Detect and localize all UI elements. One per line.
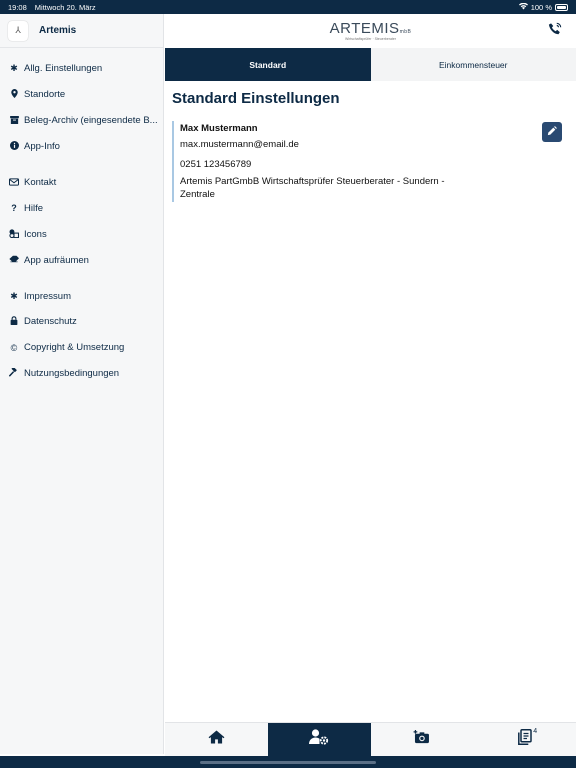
contact-card <box>172 121 567 202</box>
contact-name: Max Mustermann <box>180 123 258 134</box>
sidebar-item-label: App-Info <box>24 141 60 153</box>
status-time: 19:08 <box>8 2 27 12</box>
sidebar <box>0 14 164 754</box>
sidebar-item-label: Beleg-Archiv (eingesendete B... <box>24 115 158 127</box>
contact-phone: 0251 123456789 <box>180 159 252 170</box>
sidebar-item-label: Hilfe <box>24 202 44 214</box>
bottom-nav <box>165 722 576 756</box>
sidebar-item-icons[interactable] <box>0 221 163 247</box>
sidebar-item-label: App aufräumen <box>24 254 89 266</box>
home-indicator[interactable] <box>200 761 376 764</box>
camera-add-icon <box>413 730 430 749</box>
wifi-icon <box>519 3 528 12</box>
sidebar-item-copyright[interactable] <box>0 335 163 361</box>
phone-icon <box>548 22 562 41</box>
contact-office: Artemis PartGmbB Wirtschaftsprüfer Steuerberater - Sundern - Zentrale <box>180 176 445 201</box>
sidebar-item-hilfe[interactable] <box>0 195 163 221</box>
battery-icon <box>555 4 568 11</box>
contact-email: max.mustermann@email.de <box>180 139 299 150</box>
menu-divider <box>0 160 163 170</box>
asterisk-icon: ✱ <box>10 290 18 301</box>
app-title: Artemis <box>39 25 77 36</box>
page-title: Standard Einstellungen <box>172 90 340 107</box>
sidebar-item-label: Nutzungsbedingungen <box>24 368 120 380</box>
sidebar-item-label: Copyright & Umsetzung <box>24 342 125 354</box>
lock-icon <box>9 316 19 327</box>
sidebar-item-label: Impressum <box>24 290 71 302</box>
call-button[interactable] <box>546 22 564 40</box>
artemis-logo <box>330 21 412 42</box>
user-settings-icon <box>309 729 329 750</box>
home-icon <box>208 730 225 749</box>
icons-icon <box>9 229 19 240</box>
sidebar-item-label: Datenschutz <box>24 316 77 328</box>
nav-user-settings[interactable] <box>268 723 371 756</box>
sidebar-item-standorte[interactable] <box>0 82 163 108</box>
top-bar <box>165 14 576 48</box>
sidebar-item-label: Kontakt <box>24 177 57 188</box>
copyright-icon: © <box>10 342 18 353</box>
tab-bar <box>165 48 576 81</box>
sidebar-item-label: Icons <box>24 228 47 240</box>
main-content <box>165 81 576 721</box>
edit-button[interactable] <box>542 122 562 142</box>
sidebar-item-beleg-archiv[interactable] <box>0 108 163 134</box>
info-icon <box>9 141 19 152</box>
sidebar-item-nutzungsbedingungen[interactable] <box>0 361 163 387</box>
logo-suffix: mbB <box>399 28 412 35</box>
status-bar <box>0 0 576 14</box>
menu-divider <box>0 273 163 283</box>
question-icon: ? <box>11 203 17 214</box>
logo-subtitle: Wirtschaftsprüfer · Steuerberater <box>345 36 396 41</box>
envelope-icon <box>9 178 19 188</box>
sidebar-item-impressum[interactable] <box>0 283 163 309</box>
sidebar-item-label: Allg. Einstellungen <box>24 63 103 75</box>
sidebar-item-app-info[interactable] <box>0 134 163 160</box>
archive-icon <box>9 116 19 126</box>
sidebar-item-allg-einstellungen[interactable] <box>0 56 163 82</box>
status-date: Mittwoch 20. März <box>34 2 96 12</box>
pencil-icon <box>547 123 557 141</box>
tab-einkommensteuer[interactable]: Einkommensteuer <box>371 48 576 81</box>
tab-standard[interactable]: Standard <box>165 48 371 81</box>
sidebar-item-kontakt[interactable] <box>0 170 163 196</box>
nav-home[interactable] <box>165 723 268 756</box>
sidebar-item-datenschutz[interactable] <box>0 309 163 335</box>
location-pin-icon <box>9 89 19 100</box>
eraser-icon <box>9 255 19 265</box>
gear-icon: ✱ <box>10 63 18 74</box>
app-logo-icon: ⅄ <box>8 21 28 41</box>
sidebar-menu <box>0 48 163 387</box>
battery-percent: 100 % <box>530 2 552 12</box>
logo-text: ARTEMIS <box>329 19 400 37</box>
documents-badge: 4 <box>533 728 538 735</box>
gavel-icon <box>9 368 19 379</box>
nav-documents[interactable] <box>473 723 576 756</box>
sidebar-item-label: Standorte <box>24 89 66 101</box>
sidebar-header <box>0 14 163 48</box>
documents-icon <box>518 729 532 750</box>
nav-camera-upload[interactable] <box>371 723 474 756</box>
sidebar-item-app-aufraeumen[interactable] <box>0 247 163 273</box>
